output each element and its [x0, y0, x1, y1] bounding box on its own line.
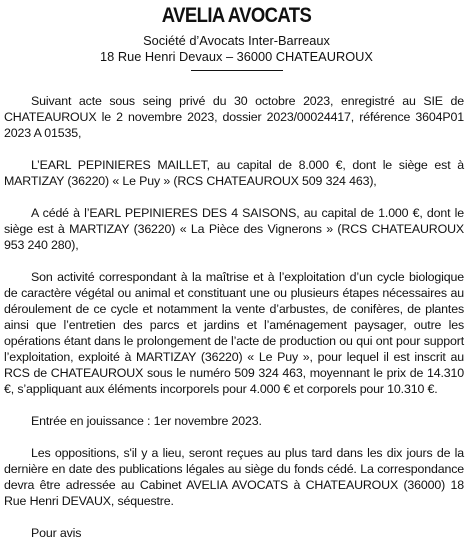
- paragraph-seller: L’EARL PEPINIERES MAILLET, au capital de 8.000 €, dont le siège est à MARTIZAY (36220) « Le Puy » (RCS CHATEAUROUX 509 324 463),: [4, 158, 464, 188]
- firm-address: 18 Rue Henri Devaux – 36000 CHATEAUROUX: [100, 49, 373, 64]
- firm-description: Société d’Avocats Inter-Barreaux: [143, 33, 330, 48]
- paragraph-deed: Suivant acte sous seing privé du 30 octobre 2023, enregistré au SIE de CHATEAUROUX le 2 novembre 2023, dossier 2023/00024417, référence 3604P01 2023 A 01535,: [4, 94, 464, 140]
- paragraph-oppositions: Les oppositions, s'il y a lieu, seront reçues au plus tard dans les dix jours de la dernière en date des publications légales au siège du fonds cédé. La correspondance devra être adressée au Cabinet AVELIA AVOCATS à CHATEAUROUX (36000) 18 Rue Henri DEVAUX, séquestre.: [4, 446, 464, 508]
- page-title: AVELIA AVOCATS: [161, 3, 312, 27]
- header-divider: [191, 70, 283, 71]
- paragraph-activity: Son activité correspondant à la maîtrise et à l’exploitation d’un cycle biologique de caractère végétal ou animal et constituant une ou plusieurs étapes nécessaires au déroulement de ce cycle et notamment la vente d’arbustes, de conifères, de plantes ainsi que l’entretien des parcs et jardins et l’aménagement paysager, outre les opérations étant dans le prolongement de l’acte de production ou qui ont pour support l’exploitation, exploité à MARTIZAY (36220) « Le Puy », pour lequel il est inscrit au RCS de CHATEAUROUX sous le numéro 509 324 463, moyennant le prix de 14.310 €, s’appliquant aux éléments incorporels pour 4.000 € et corporels pour 10.310 €.: [4, 270, 464, 396]
- paragraph-entry-date: Entrée en jouissance : 1er novembre 2023.: [31, 414, 262, 428]
- paragraph-closing: Pour avis: [31, 526, 82, 540]
- paragraph-buyer: A cédé à l’EARL PEPINIERES DES 4 SAISONS, au capital de 1.000 €, dont le siège est à MARTIZAY (36220) « La Pièce des Vignerons » (RCS CHATEAUROUX 953 240 280),: [4, 206, 464, 252]
